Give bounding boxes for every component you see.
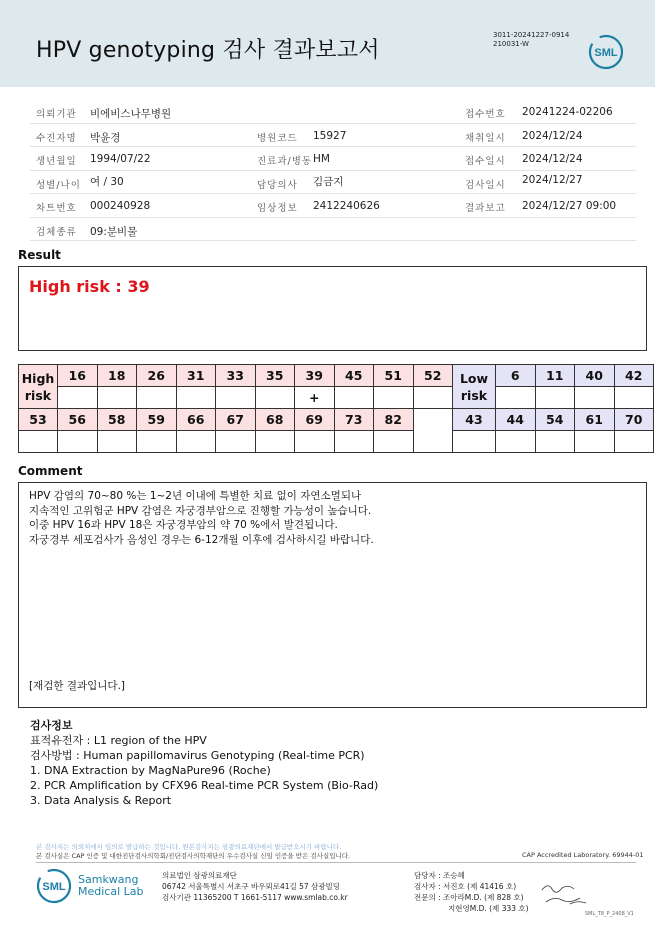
low-risk-label-line-1: Low — [459, 370, 489, 386]
genotype-mark — [295, 431, 335, 453]
doctor-value: 김금지 — [313, 175, 344, 188]
lab-address — [162, 870, 348, 903]
specimen-value: 09:분비물 — [90, 225, 138, 238]
genotype-40: 40 — [575, 365, 615, 387]
lab-name-line-1: Samkwang — [78, 873, 139, 886]
staff-specialist-2: 지현영M.D. (제 333 호) — [448, 904, 529, 913]
genotype-mark — [255, 431, 295, 453]
genotype-56: 56 — [58, 409, 98, 431]
genotype-69: 69 — [295, 409, 335, 431]
examinee-label: 수진자명 — [36, 132, 77, 144]
comment-section-title: Comment — [18, 464, 83, 478]
genotype-59: 59 — [137, 409, 177, 431]
genotype-82: 82 — [374, 409, 414, 431]
reception-date-value: 2024/12/24 — [522, 153, 583, 165]
signature-icon — [540, 880, 590, 908]
genotype-mark — [413, 387, 453, 409]
lab-staff — [414, 870, 529, 914]
genotype-mark — [58, 431, 98, 453]
target-gene: 표적유전자 : L1 region of the HPV — [30, 734, 207, 747]
genotype-16: 16 — [58, 365, 98, 387]
genotype-mark — [58, 387, 98, 409]
lab-contact: 검사기관 11365200 T 1661-5117 www.smlab.co.kr — [162, 893, 348, 902]
high-risk-label-line-1: High — [21, 370, 55, 386]
genotype-mark — [496, 431, 536, 453]
genotype-18: 18 — [97, 365, 137, 387]
high-risk-label — [19, 365, 58, 409]
genotype-table — [18, 364, 654, 453]
genotype-73: 73 — [334, 409, 374, 431]
genotype-33: 33 — [216, 365, 256, 387]
specimen-label: 검체종류 — [36, 226, 77, 238]
clinical-info-value: 2412240626 — [313, 200, 380, 212]
reception-date-label: 접수일시 — [465, 156, 506, 167]
genotype-66: 66 — [176, 409, 216, 431]
genotype-44: 44 — [496, 409, 536, 431]
patient-info — [30, 100, 636, 241]
sml-logo-icon — [588, 34, 624, 70]
low-risk-label-line-2: risk — [460, 387, 488, 403]
hospital-code-value: 15927 — [313, 129, 347, 142]
dept-value: HM — [313, 153, 330, 165]
genotype-39-positive-mark: + — [295, 387, 335, 409]
genotype-mark — [216, 431, 256, 453]
method-step-1: 1. DNA Extraction by MagNaPure96 (Roche) — [30, 764, 271, 777]
genotype-53: 53 — [19, 409, 58, 431]
comment-line-2: 지속적인 고위험군 HPV 감염은 자궁경부암으로 진행할 가능성이 높습니다. — [29, 504, 372, 517]
genotype-mark — [137, 431, 177, 453]
chart-no-label: 차트번호 — [36, 203, 77, 214]
genotype-42: 42 — [614, 365, 654, 387]
info-row — [30, 147, 636, 171]
genotype-54: 54 — [535, 409, 575, 431]
genotype-mark — [535, 431, 575, 453]
method-step-2: 2. PCR Amplification by CFX96 Real-time PCR System (Bio-Rad) — [30, 779, 379, 792]
institution-value: 비에비스나무병원 — [90, 108, 172, 120]
test-info — [30, 718, 378, 808]
report-date-value: 2024/12/27 09:00 — [522, 200, 617, 212]
genotype-mark — [614, 387, 654, 409]
genotype-52: 52 — [413, 365, 453, 387]
accreditation-note: 본 검사실은 CAP 인증 및 대한진단검사의학회/진단검사의학재단의 우수검사실 신임 인증을 받은 검사실입니다. — [36, 852, 351, 860]
genotype-mark — [575, 387, 615, 409]
result-box — [18, 266, 647, 351]
genotype-mark — [374, 431, 414, 453]
cap-accreditation: CAP Accredited Laboratory. 69944-01 — [522, 851, 644, 859]
comment-box — [18, 482, 647, 708]
examinee-value: 박윤경 — [90, 131, 121, 144]
test-date-label: 검사일시 — [465, 179, 506, 191]
info-row — [30, 171, 636, 195]
genotype-mark — [176, 431, 216, 453]
result-text: High risk : 39 — [29, 277, 150, 296]
genotype-mark — [374, 387, 414, 409]
test-method: 검사방법 : Human papillomavirus Genotyping (Real-time PCR) — [30, 749, 365, 762]
genotype-6: 6 — [496, 365, 536, 387]
dept-label: 진료과/병동 — [257, 156, 313, 167]
genotype-mark — [334, 431, 374, 453]
report-title: HPV genotyping 검사 결과보고서 — [36, 38, 380, 63]
test-info-title: 검사정보 — [30, 719, 73, 732]
high-risk-label-line-2: risk — [24, 387, 52, 403]
genotype-mark — [137, 387, 177, 409]
result-section-title: Result — [18, 248, 61, 262]
footer-divider — [36, 862, 636, 863]
genotype-45: 45 — [334, 365, 374, 387]
genotype-mark — [575, 431, 615, 453]
reception-no-value: 20241224-02206 — [522, 106, 613, 118]
genotype-31: 31 — [176, 365, 216, 387]
genotype-mark — [535, 387, 575, 409]
genotype-mark — [19, 431, 58, 453]
birth-value: 1994/07/22 — [90, 153, 151, 165]
genotype-70: 70 — [614, 409, 654, 431]
genotype-68: 68 — [255, 409, 295, 431]
lab-street-address: 06742 서울특별시 서초구 바우뫼로41길 57 삼광빌딩 — [162, 882, 341, 891]
low-risk-label — [453, 365, 496, 409]
comment-line-4: 자궁경부 세포검사가 음성인 경우는 6-12개월 이후에 검사하시길 바랍니다. — [29, 533, 374, 546]
empty-cell — [413, 409, 453, 453]
document-code-line-1: 3011-20241227-0914 — [493, 31, 570, 39]
genotype-35: 35 — [255, 365, 295, 387]
genotype-11: 11 — [535, 365, 575, 387]
genotype-mark — [176, 387, 216, 409]
comment-text — [29, 489, 374, 547]
samkwang-logo-icon — [36, 868, 72, 904]
info-row — [30, 218, 636, 242]
comment-line-1: HPV 감염의 70~80 %는 1~2년 이내에 특별한 치료 없이 자연소멸되나 — [29, 490, 362, 502]
method-step-3: 3. Data Analysis & Report — [30, 794, 172, 807]
hospital-code-label: 병원코드 — [257, 132, 298, 144]
document-code — [493, 31, 569, 49]
test-date-value: 2024/12/27 — [522, 173, 583, 186]
collection-date-value: 2024/12/24 — [522, 129, 583, 142]
lab-name-line-2: Medical Lab — [78, 885, 144, 898]
retest-note: [재검한 결과입니다.] — [29, 680, 126, 692]
genotype-mark — [97, 387, 137, 409]
genotype-58: 58 — [97, 409, 137, 431]
genotype-mark — [334, 387, 374, 409]
genotype-mark — [216, 387, 256, 409]
genotype-67: 67 — [216, 409, 256, 431]
info-row — [30, 194, 636, 218]
genotype-51: 51 — [374, 365, 414, 387]
staff-in-charge: 담당자 : 조승혜 — [414, 871, 465, 880]
doctor-label: 담당의사 — [257, 179, 298, 191]
institution-label: 의뢰기관 — [36, 109, 77, 120]
document-code-line-2: 210031-W — [493, 40, 529, 48]
genotype-61: 61 — [575, 409, 615, 431]
genotype-mark — [496, 387, 536, 409]
genotype-39: 39 — [295, 365, 335, 387]
info-row — [30, 100, 636, 124]
sex-age-label: 성별/나이 — [36, 179, 81, 191]
info-row — [30, 124, 636, 148]
staff-tester: 검사자 : 서진호 (제 41416 호) — [414, 882, 517, 891]
staff-specialist-1: 전문의 : 조아라M.D. (제 828 호) — [414, 893, 524, 902]
samkwang-logo-text: SML — [42, 881, 66, 893]
copy-notice: 본 검사지는 의뢰처에서 임의로 발급하는 것입니다. 원본검사지는 삼광의료재단에서 발급받으시기 바랍니다. — [36, 843, 342, 851]
genotype-26: 26 — [137, 365, 177, 387]
form-code: SML_T8_P_2408_V1 — [585, 911, 634, 917]
genotype-mark — [97, 431, 137, 453]
lab-foundation: 의료법인 삼광의료재단 — [162, 871, 237, 880]
genotype-43: 43 — [453, 409, 496, 431]
comment-line-3: 이중 HPV 16과 HPV 18은 자궁경부암의 약 70 %에서 발견됩니다. — [29, 519, 338, 531]
genotype-mark — [255, 387, 295, 409]
genotype-mark — [614, 431, 654, 453]
reception-no-label: 접수번호 — [465, 109, 506, 120]
sex-age-value: 여 / 30 — [90, 175, 124, 188]
chart-no-value: 000240928 — [90, 200, 151, 212]
birth-label: 생년월일 — [36, 156, 77, 167]
genotype-mark — [453, 431, 496, 453]
report-header — [0, 0, 655, 87]
sml-logo-text: SML — [594, 47, 618, 59]
clinical-info-label: 임상정보 — [257, 203, 298, 214]
collection-date-label: 채취일시 — [465, 132, 506, 144]
report-date-label: 결과보고 — [465, 203, 506, 214]
